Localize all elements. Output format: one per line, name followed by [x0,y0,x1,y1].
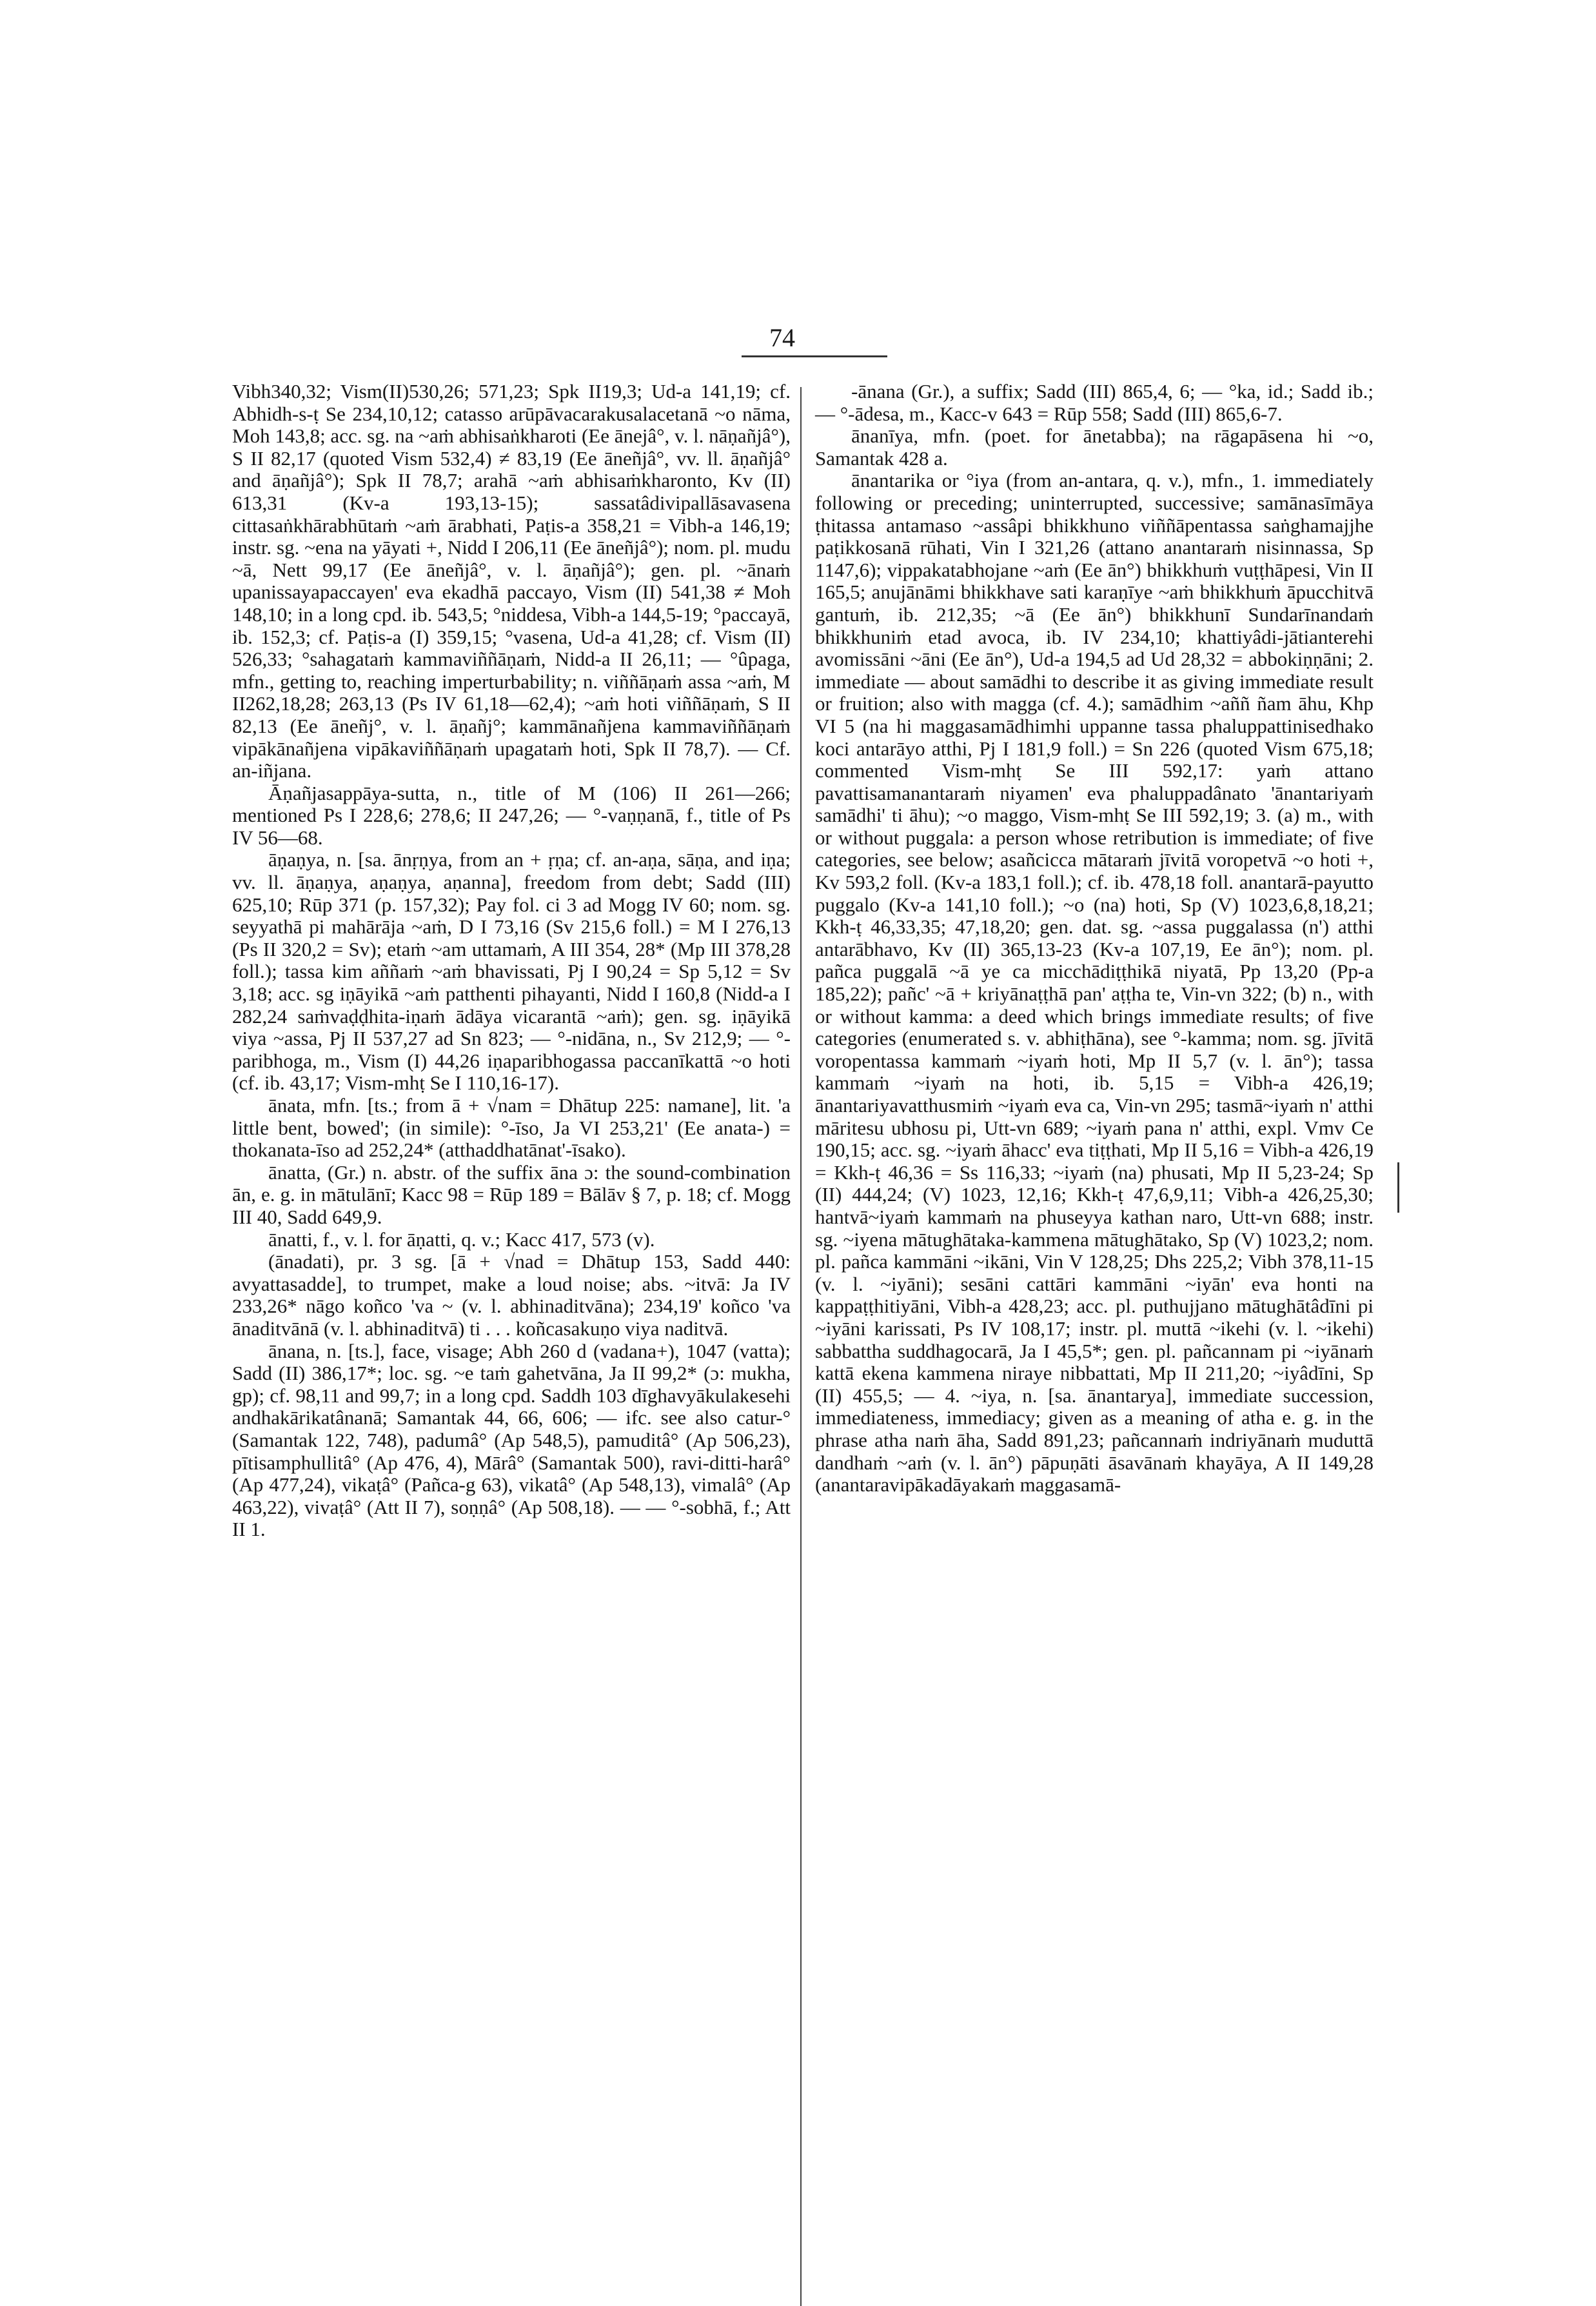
entry-anantarika: ānantarika or °iya (from an-antara, q. v.), mfn., 1. immediately following or preceding; uninterrupted, successive; samānasīmāya ṭhitassa antamaso ~assâpi bhikkhuno viññāpentassa saṅghamajjhe paṭikkosanā rūhati, Vin I 321,26 (attano anantaraṁ nisinnassa, Sp 1147,6); vippakatabhojane ~aṁ (Ee ān°) bhikkhuṁ vuṭṭhāpesi, Vin II 165,5; anujānāmi bhikkhave sati karaṇīye ~aṁ bhikkhuṁ āpucchitvā gantuṁ, ib. 212,35; ~ā (Ee ān°) bhikkhunī Sundarīnandaṁ bhikkhuniṁ etad avoca, ib. IV 234,10; khattiyâdi-jātianterehi avomissāni ~āni (Ee ān°), Ud-a 194,5 ad Ud 28,32 = abbokiṇṇāni; 2. immediate — about samādhi to describe it as giving immediate result or fruition; also with magga (cf. 4.); samādhim ~aññ ñam āhu, Khp VI 5 (na hi maggasamādhimhi uppanne tassa phaluppattinisedhako koci antarāyo atthi, Pj I 181,9 foll.) = Sn 226 (quoted Vism 675,18; commented Vism-mhṭ Se III 592,17: yaṁ attano pavattisamanantaraṁ niyamen' eva phaluppadânato 'ānantariyaṁ samādhi' ti āhu); ~o maggo, Vism-mhṭ Se III 592,19; 3. (a) m., with or without puggala: a person whose retribution is immediate; of five categories, see below; asañcicca mātaraṁ jīvitā voropetvā ~o hoti +, Kv 593,2 foll. (Kv-a 183,1 foll.); cf. ib. 478,18 foll. anantarā-payutto puggalo (Kv-a 141,10 foll.); ~o (na) hoti, Sp (V) 1023,6,8,18,21; Kkh-ṭ 46,33,35; 47,18,20; gen. dat. sg. ~assa puggalassa (n') atthi antarābhavo, Kv (II) 365,13-23 (Kv-a 107,19, Ee ān°); nom. pl. pañca puggalā ~ā ye ca micchādiṭṭhikā niyatā, Pp 13,20 (Pp-a 185,22); pañc' ~ā + kriyānaṭṭhā pan' aṭṭha te, Vin-vn 322; (b) n., with or without kamma: a deed which brings immediate results; of five categories (enumerated s. v. abhiṭhāna), see °-kamma; nom. sg. jīvitā voropentassa kammaṁ ~iyaṁ hoti, Mp II 5,7 (v. l. ān°); tassa kammaṁ ~iyaṁ na hoti, ib. 5,15 = Vibh-a 426,19; ānantariyavatthusmiṁ ~iyaṁ eva ca, Vin-vn 295; tasmā~iyaṁ n' atthi māritesu ubhosu pi, Utt-vn 689; ~iyaṁ pana n' atthi, expl. Vmv Ce 190,15; acc. sg. ~iyaṁ āhacc' eva tiṭṭhati, Mp II 5,16 = Vibh-a 426,19 = Kkh-ṭ 46,36 = Ss 116,33; ~iyaṁ (na) phusati, Mp II 5,23-24; Sp (II) 444,24; (V) 1023, 12,16; Kkh-ṭ 47,6,9,11; Vibh-a 426,25,30; hantvā~iyaṁ kammaṁ na phuseyya kathan naro, Utt-vn 688; instr. sg. ~iyena mātughātaka-kammena mātughātako, Sp (V) 1023,2; nom. pl. pañca kammāni ~ikāni, Vin V 128,25; Dhs 225,2; Vibh 378,11-15 (v. l. ~iyāni); sesāni cattāri kammāni ~iyān' eva honti na kappaṭṭhitiyāni, Vibh-a 428,23; acc. pl. puthujjano mātughātâdīni pi ~iyāni karissati, Ps IV 108,17; instr. pl. muttā ~ikehi (v. l. ~ikehi) sabbattha suddhagocarā, Ja I 45,5*; gen. pl. pañcannam pi ~iyānaṁ kattā ekena kammena niraye nibbattati, Mp II 211,20; ~iyâdīni, Sp (II) 455,5; — 4. ~iya, n. [sa. ānantarya], immediate succession, immediateness, immediacy; given as a meaning of atha e. g. in the phrase atha naṁ āha, Sadd 891,23; pañcannaṁ indriyānaṁ muduttā dandhaṁ ~aṁ (v. l. ān°) pāpuṇāti āsavānaṁ khayāya, A II 149,28 (anantaravipākadāyakaṁ maggasamā- [815,469,1374,1496]
entry-anata: ānata, mfn. [ts.; from ā + √nam = Dhātup 225: namane], lit. 'a little bent, bowed'; (in simile): °-īso, Ja VI 253,21' (Ee anata-) = thokanata-īso ad 252,24* (atthaddhatānat'-īsako). [232,1094,791,1162]
entry-ananya: āṇaṇya, n. [sa. ānṛṇya, from an + ṛṇa; cf. an-aṇa, sāṇa, and iṇa; vv. ll. āṇaṇya, aṇaṇya, aṇanna], freedom from debt; Sadd (III) 625,10; Rūp 371 (p. 157,32); Pay fol. ci 3 ad Mogg IV 60; nom. sg. seyyathā pi mahārāja ~aṁ, D I 73,16 (Sv 215,6 foll.) = M I 276,13 (Ps II 320,2 = Sv); etaṁ ~am uttamaṁ, A III 354, 28* (Mp III 378,28 foll.); tassa kim aññaṁ ~aṁ bhavissati, Pj I 90,24 = Sp 5,12 = Sv 3,18; acc. sg iṇāyikā ~aṁ patthenti pihayanti, Nidd I 160,8 (Nidd-a I 282,24 saṁvaḍḍhita-iṇaṁ ādāya vicarantā ~aṁ); gen. sg. iṇāyikā viya ~assa, Pj II 537,27 ad Sn 823; — °-nidāna, n., Sv 212,9; — °-paribhoga, m., Vism (I) 44,26 iṇaparibhogassa paccanīkattā ~o hoti (cf. ib. 43,17; Vism-mhṭ Se I 110,16-17). [232,848,791,1095]
left-column [232,381,791,1541]
entry-continuation: Vibh340,32; Vism(II)530,26; 571,23; Spk II19,3; Ud-a 141,19; cf. Abhidh-s-ṭ Se 234,10,12; catasso arūpāvacarakusalacetanā ~o nāma, Moh 143,8; acc. sg. na ~aṁ abhisaṅkharoti (Ee ānejâ°, v. l. nāṇañjâ°), S II 82,17 (quoted Vism 532,4) ≠ 83,19 (Ee āneñjâ°, vv. ll. āṇañjâ° and āṇañjâ°); Spk II 78,7; arahā ~aṁ abhisaṁkharonto, Kv (II) 613,31 (Kv-a 193,13-15); sassatâdivipallāsavasena cittasaṅkhārabhūtaṁ ~aṁ ārabhati, Paṭis-a 358,21 = Vibh-a 146,19; instr. sg. ~ena na yāyati +, Nidd I 206,11 (Ee āneñjâ°); nom. pl. mudu ~ā, Nett 99,17 (Ee āneñjâ°, v. l. āṇañjâ°); gen. pl. ~ānaṁ upanissayapaccayen' eva ekadhā paccayo, Vism (II) 541,38 ≠ Moh 148,10; in a long cpd. ib. 543,5; °niddesa, Vibh-a 144,5-19; °paccayā, ib. 152,3; cf. Paṭis-a (I) 359,15; °vasena, Ud-a 41,28; cf. Vism (II) 526,33; °sahagataṁ kammaviññāṇaṁ, Nidd-a II 26,11; — °ûpaga, mfn., getting to, reaching imperturbability; n. viññāṇaṁ assa ~aṁ, M II262,18,28; 263,13 (Ps IV 61,18—62,4); ~aṁ hoti viññāṇaṁ, S II 82,13 (Ee āneñj°, v. l. āṇañj°; kammānañjena kammaviññāṇaṁ vipākānañjena vipākaviññāṇaṁ upagataṁ hoti, Spk II 78,7). — Cf. an-iñjana. [232,380,791,782]
column-separator [800,387,802,2306]
entry-anatta: ānatta, (Gr.) n. abstr. of the suffix āna ɔ: the sound-combination ān, e. g. in mātulānī; Kacc 98 = Rūp 189 = Bālāv § 7, p. 18; cf. Mogg III 40, Sadd 649,9. [232,1160,791,1228]
right-column [815,381,1374,1496]
entry-anadati: (ānadati), pr. 3 sg. [ā + √nad = Dhātup 153, Sadd 440: avyattasadde], to trumpet, make a loud noise; abs. ~itvā: Ja IV 233,26* nāgo koñco 'va ~ (v. l. abhinaditvāna); 234,19' koñco 'va ānaditvānā (v. l. abhinaditvā) ti . . . koñcasakuṇo viya naditvā. [232,1250,791,1340]
entry-ananiya: ānanīya, mfn. (poet. for ānetabba); na rāgapāsena hi ~o, Samantak 428 a. [815,424,1374,470]
entry-anjasappaya-sutta: Āṇañjasappāya-sutta, n., title of M (106) II 261—266; mentioned Ps I 228,6; 278,6; II 247,26; — °-vaṇṇanā, f., title of Ps IV 56—68. [232,781,791,849]
page-number: 74 [769,323,795,352]
entry-anana: ānana, n. [ts.], face, visage; Abh 260 d (vadana+), 1047 (vatta); Sadd (II) 386,17*; loc. sg. ~e taṁ gahetvāna, Ja II 99,2* (ɔ: mukha, gp); cf. 98,11 and 99,7; in a long cpd. Saddh 103 dīghavyākulakesehi andhakārikatânanā; Samantak 44, 66, 606; — ifc. see also catur-° (Samantak 122, 748), padumâ° (Ap 548,5), pamuditâ° (Ap 506,23), pītisamphullitâ° (Ap 476, 4), Mārâ° (Samantak 500), ravi-ditti-harâ° (Ap 477,24), vikaṭâ° (Pañca-g 63), vikatâ° (Ap 548,13), vimalâ° (Ap 463,22), vivaṭâ° (Att II 7), soṇṇâ° (Ap 508,18). — — °-sobhā, f.; Att II 1. [232,1339,791,1541]
header-rule [742,355,887,357]
entry-anana-suffix: -ānana (Gr.), a suffix; Sadd (III) 865,4, 6; — °ka, id.; Sadd ib.; — °-ādesa, m., Kacc-v 643 = Rūp 558; Sadd (III) 865,6-7. [815,380,1374,425]
margin-mark [1397,1162,1399,1213]
entry-anatti: ānatti, f., v. l. for āṇatti, q. v.; Kacc 417, 573 (v). [268,1228,655,1251]
